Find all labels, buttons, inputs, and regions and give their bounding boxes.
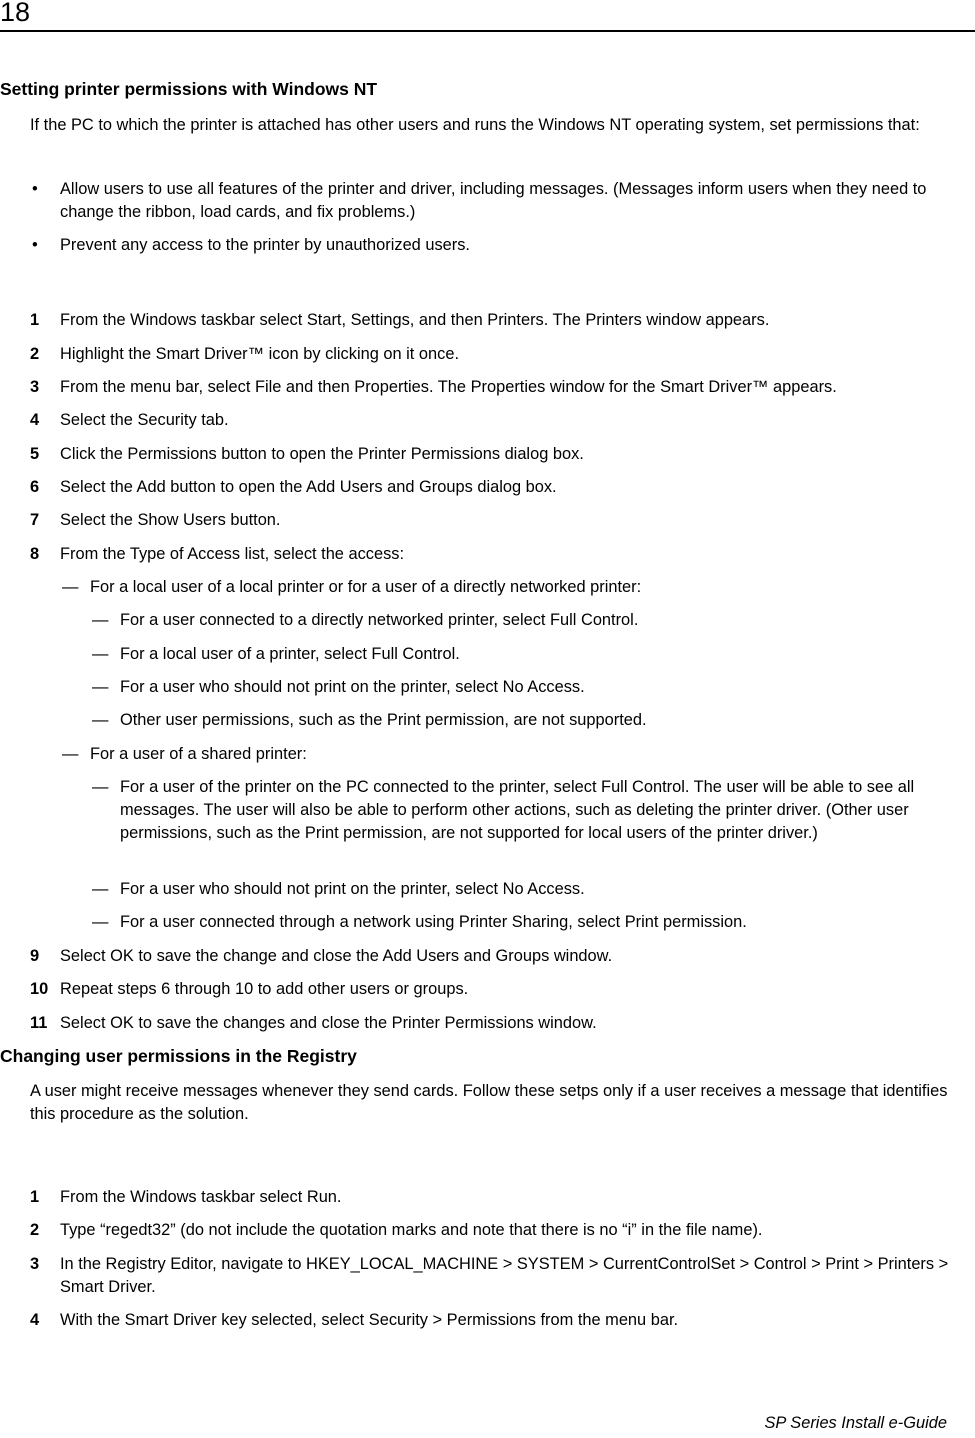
step-number: 2	[30, 1221, 40, 1239]
step-text: From the Windows taskbar select Start, Settings, and then Printers. The Printers window appears.	[60, 311, 770, 329]
intro-paragraph: If the PC to which the printer is attached has other users and runs the Windows NT operating system, set permissions that:	[30, 116, 920, 134]
step-number: 4	[30, 1311, 40, 1329]
step-text: Select the Show Users button.	[60, 511, 281, 529]
sub-sub-item: For a local user of a printer, select Full Control.	[120, 645, 460, 663]
dash-marker: —	[92, 913, 109, 931]
step-number: 5	[30, 445, 40, 463]
step-number: 10	[30, 980, 49, 998]
sub-sub-item: Other user permissions, such as the Print permission, are not supported.	[120, 711, 647, 729]
sub-item: For a local user of a local printer or for a user of a directly networked printer:	[90, 578, 642, 596]
step-number: 3	[30, 378, 40, 396]
step-text: Repeat steps 6 through 10 to add other users or groups.	[60, 980, 469, 998]
bullet-item: Allow users to use all features of the printer and driver, including messages. (Messages inform users when they need to change the ribbon, load cards, and fix problems.)	[60, 180, 927, 221]
page-number: 18	[0, 0, 31, 27]
section-heading-windows-nt: Setting printer permissions with Windows NT	[0, 79, 378, 99]
step-text: From the Type of Access list, select the access:	[60, 545, 405, 563]
step-number: 3	[30, 1255, 40, 1273]
step-number: 1	[30, 311, 40, 329]
sub-sub-item: For a user who should not print on the printer, select No Access.	[120, 880, 585, 898]
dash-marker: —	[92, 778, 109, 796]
intro-paragraph: A user might receive messages whenever they send cards. Follow these setps only if a user receives a message that identifies this procedure as the solution.	[30, 1082, 948, 1123]
bullet-marker: •	[32, 236, 38, 254]
step-text: Select the Add button to open the Add Users and Groups dialog box.	[60, 478, 557, 496]
step-text: Click the Permissions button to open the Printer Permissions dialog box.	[60, 445, 584, 463]
step-text: Select the Security tab.	[60, 411, 229, 429]
section-heading-registry: Changing user permissions in the Registry	[0, 1046, 357, 1066]
step-text: In the Registry Editor, navigate to HKEY_LOCAL_MACHINE > SYSTEM > CurrentControlSet > Control > Print > Printers > Smart Driver.	[60, 1255, 949, 1296]
step-text: From the menu bar, select File and then Properties. The Properties window for the Smart Driver™ appears.	[60, 378, 837, 396]
step-number: 7	[30, 511, 40, 529]
step-number: 2	[30, 345, 40, 363]
step-text: Type “regedt32” (do not include the quotation marks and note that there is no “i” in the file name).	[60, 1221, 763, 1239]
sub-sub-item: For a user connected to a directly networked printer, select Full Control.	[120, 611, 639, 629]
dash-marker: —	[92, 645, 109, 663]
sub-sub-item: For a user who should not print on the printer, select No Access.	[120, 678, 585, 696]
sub-sub-item: For a user of the printer on the PC connected to the printer, select Full Control. The user will be able to see all messages. The user will also be able to perform other actions, such as deleting the printer driver. (Other user permissions, such as the Print permission, are not supported for local users of the printer driver.)	[120, 778, 915, 842]
dash-marker: —	[92, 880, 109, 898]
dash-marker: —	[92, 611, 109, 629]
sub-item: For a user of a shared printer:	[90, 745, 307, 763]
step-number: 6	[30, 478, 40, 496]
footer-guide-title: SP Series Install e-Guide	[764, 1414, 947, 1432]
dash-marker: —	[62, 578, 79, 596]
step-text: Select OK to save the changes and close the Printer Permissions window.	[60, 1014, 597, 1032]
dash-marker: —	[92, 711, 109, 729]
dash-marker: —	[92, 678, 109, 696]
sub-sub-item: For a user connected through a network using Printer Sharing, select Print permission.	[120, 913, 747, 931]
bullet-item: Prevent any access to the printer by unauthorized users.	[60, 236, 470, 254]
step-number: 11	[30, 1014, 48, 1032]
bullet-marker: •	[32, 180, 38, 198]
step-text: From the Windows taskbar select Run.	[60, 1188, 342, 1206]
step-number: 4	[30, 411, 40, 429]
dash-marker: —	[62, 745, 79, 763]
step-text: Highlight the Smart Driver™ icon by clicking on it once.	[60, 345, 460, 363]
step-text: With the Smart Driver key selected, select Security > Permissions from the menu bar.	[60, 1311, 679, 1329]
step-number: 9	[30, 947, 40, 965]
header-rule	[0, 30, 975, 32]
step-text: Select OK to save the change and close the Add Users and Groups window.	[60, 947, 613, 965]
step-number: 8	[30, 545, 40, 563]
step-number: 1	[30, 1188, 40, 1206]
